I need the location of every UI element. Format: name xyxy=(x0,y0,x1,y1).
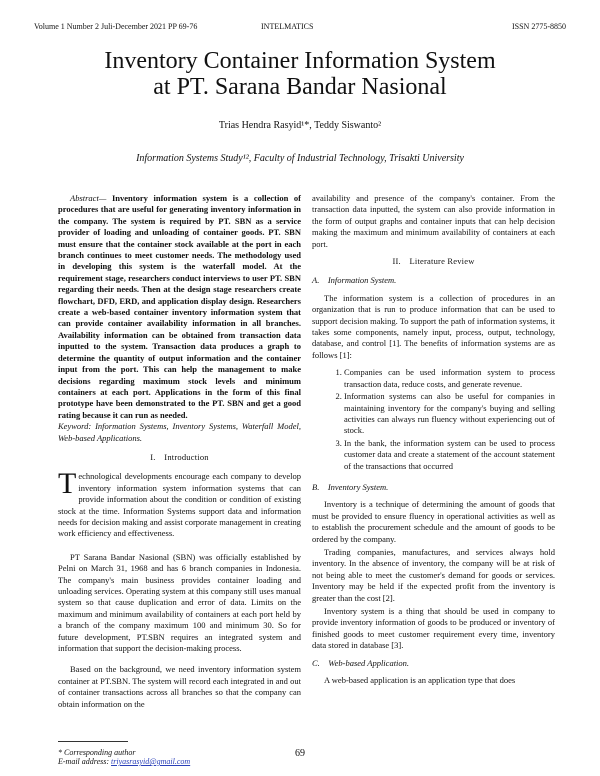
abstract-text: Inventory information system is a collection of procedures that are useful for generating inventory information in the company. The system is required by PT. SBN as a service provider of loading and unloading of container goods. PT. SBN must ensure that the container stock available at the port in each branch continues to meet customer needs. The methodology used in developing this system is the waterfall model. At the requirement stage, researchers conduct interviews to user PT. SBN regarding their needs. Then at the design stage researchers create flowchart, DFD, ERD, and application display design. Researchers create a web-based container inventory information system that can provide container availability information in all branches. Availability information can be obtained from transaction data inputted to the system. Transaction data produces a graph to determine the quantity of output information and the container input from the port. This can help the management to make decisions regarding maximum stock levels and minimum containers at each port. Applications in the form of this final prototype have been demonstrated to the PT. SBN and get a good rating because it can run as needed. xyxy=(58,193,301,420)
authors: Trias Hendra Rasyid¹*, Teddy Siswanto² xyxy=(218,120,382,131)
issn: ISSN 2775-8850 xyxy=(511,22,566,31)
abstract xyxy=(58,193,301,421)
email-label: E-mail address: xyxy=(58,757,112,766)
subsection-heading-inventory-system: B. Inventory System. xyxy=(312,481,389,492)
intro-paragraph-1 xyxy=(58,467,301,539)
right-column xyxy=(312,193,555,696)
list-item: 1. Companies can be used information system to process transaction data, reduce costs, and generate revenue. xyxy=(344,367,555,390)
intro-paragraph-3: Based on the background, we need inventory information system container at PT.SBN. The system will record each integrated in and out of container transactions across all branches so that the company can obtain information on the xyxy=(58,664,301,709)
benefits-list xyxy=(312,367,555,472)
left-column xyxy=(58,193,301,720)
title-line-2: at PT. Sarana Bandar Nasional xyxy=(153,74,447,100)
inventory-paragraph-1: Inventory is a technique of determining the amount of goods that must be provided to ensure fluency in operational activities as well as to establish the procurement schedule and the amount of goods to be ordered by the company. xyxy=(312,499,555,544)
page-number: 69 xyxy=(295,748,305,759)
running-header xyxy=(34,22,566,34)
title-line-1: Inventory Container Information System xyxy=(104,48,496,74)
inventory-paragraph-2: Trading companies, manufactures, and services always hold inventory. In the absence of inventory, the company will be at risk of not being able to meet the customer's demand for goods or services. Inventory may be held if the expected profit from the inventory is greater than the cost [2]. xyxy=(312,546,555,603)
section-heading-introduction: I. Introduction xyxy=(150,451,209,462)
intro-paragraph-1-text: echnological developments encourage each company to develop inventory information system information systems that can provide information about the condition or condition of existing stock at the time. Information Systems support data and information needs for decision making and assist corporate management in creating work efficiency and effectiveness. xyxy=(58,471,301,539)
web-application-paragraph: A web-based application is an application type that does xyxy=(324,675,516,686)
subsection-heading-web-based-application: C. Web-based Application. xyxy=(312,657,410,668)
list-item: 3. In the bank, the information system can be used to process customer data and create a statement of the account statement of the transactions that occurred xyxy=(344,438,555,472)
corresponding-author-note: * Corresponding author xyxy=(58,748,136,757)
section-heading-literature-review: II. Literature Review xyxy=(392,256,475,267)
inventory-paragraph-3: Inventory system is a thing that should be used in company to provide inventory information of goods to be produced or inventory of finished goods to meet customer requirement every time, inventory data stored in database [3]. xyxy=(312,606,555,651)
keywords: Keyword: Information Systems, Inventory Systems, Waterfall Model, Web-based Applications. xyxy=(58,421,301,443)
abstract-label: Abstract— xyxy=(70,193,107,203)
journal-volume: Volume 1 Number 2 Juli-December 2021 PP 69-76 xyxy=(34,22,198,31)
drop-cap: T xyxy=(58,467,77,501)
journal-name: INTELMATICS xyxy=(261,22,314,31)
information-system-paragraph: The information system is a collection of procedures in an organization that is run to produce information that can be used to support decision making. To support the path of information systems, it takes some components, namely input, process, output, technology, database, and control [1]. The benefits of information systems are as follows [1]: xyxy=(312,292,555,360)
list-item: 2. Information systems can also be useful for companies in maintaining inventory for the company's buying and selling activities can always run fluency without experiencing out of stock. xyxy=(344,391,555,437)
email-link[interactable]: triyasrasyid@gmail.com xyxy=(111,757,191,766)
affiliation: Information Systems Study¹², Faculty of Industrial Technology, Trisakti University xyxy=(136,153,464,164)
paper-title xyxy=(0,48,600,100)
intro-paragraph-2: PT Sarana Bandar Nasional (SBN) was officially established by Pelni on March 31, 1968 and has 6 branch companies in Indonesia. The company's main business provides container loading and unloading services. Operating system at this company still uses manual system so that cause duplication and error of data. Limits on the maximum and minimum availability of containers at each port held by a branch of the company maximum 100 and minimum 30. So for future development, PT.SBN requires an integrated system and information that support the decision-making process. xyxy=(58,551,301,654)
intro-continuation: availability and presence of the company's container. From the transaction data inputted, the system can also provide information in the form of output graphs and container inputs that can help decision making the maximum and minimum availability of containers at each port. xyxy=(312,193,555,249)
footnote-rule xyxy=(58,741,128,742)
subsection-heading-information-system: A. Information System. xyxy=(312,275,397,286)
